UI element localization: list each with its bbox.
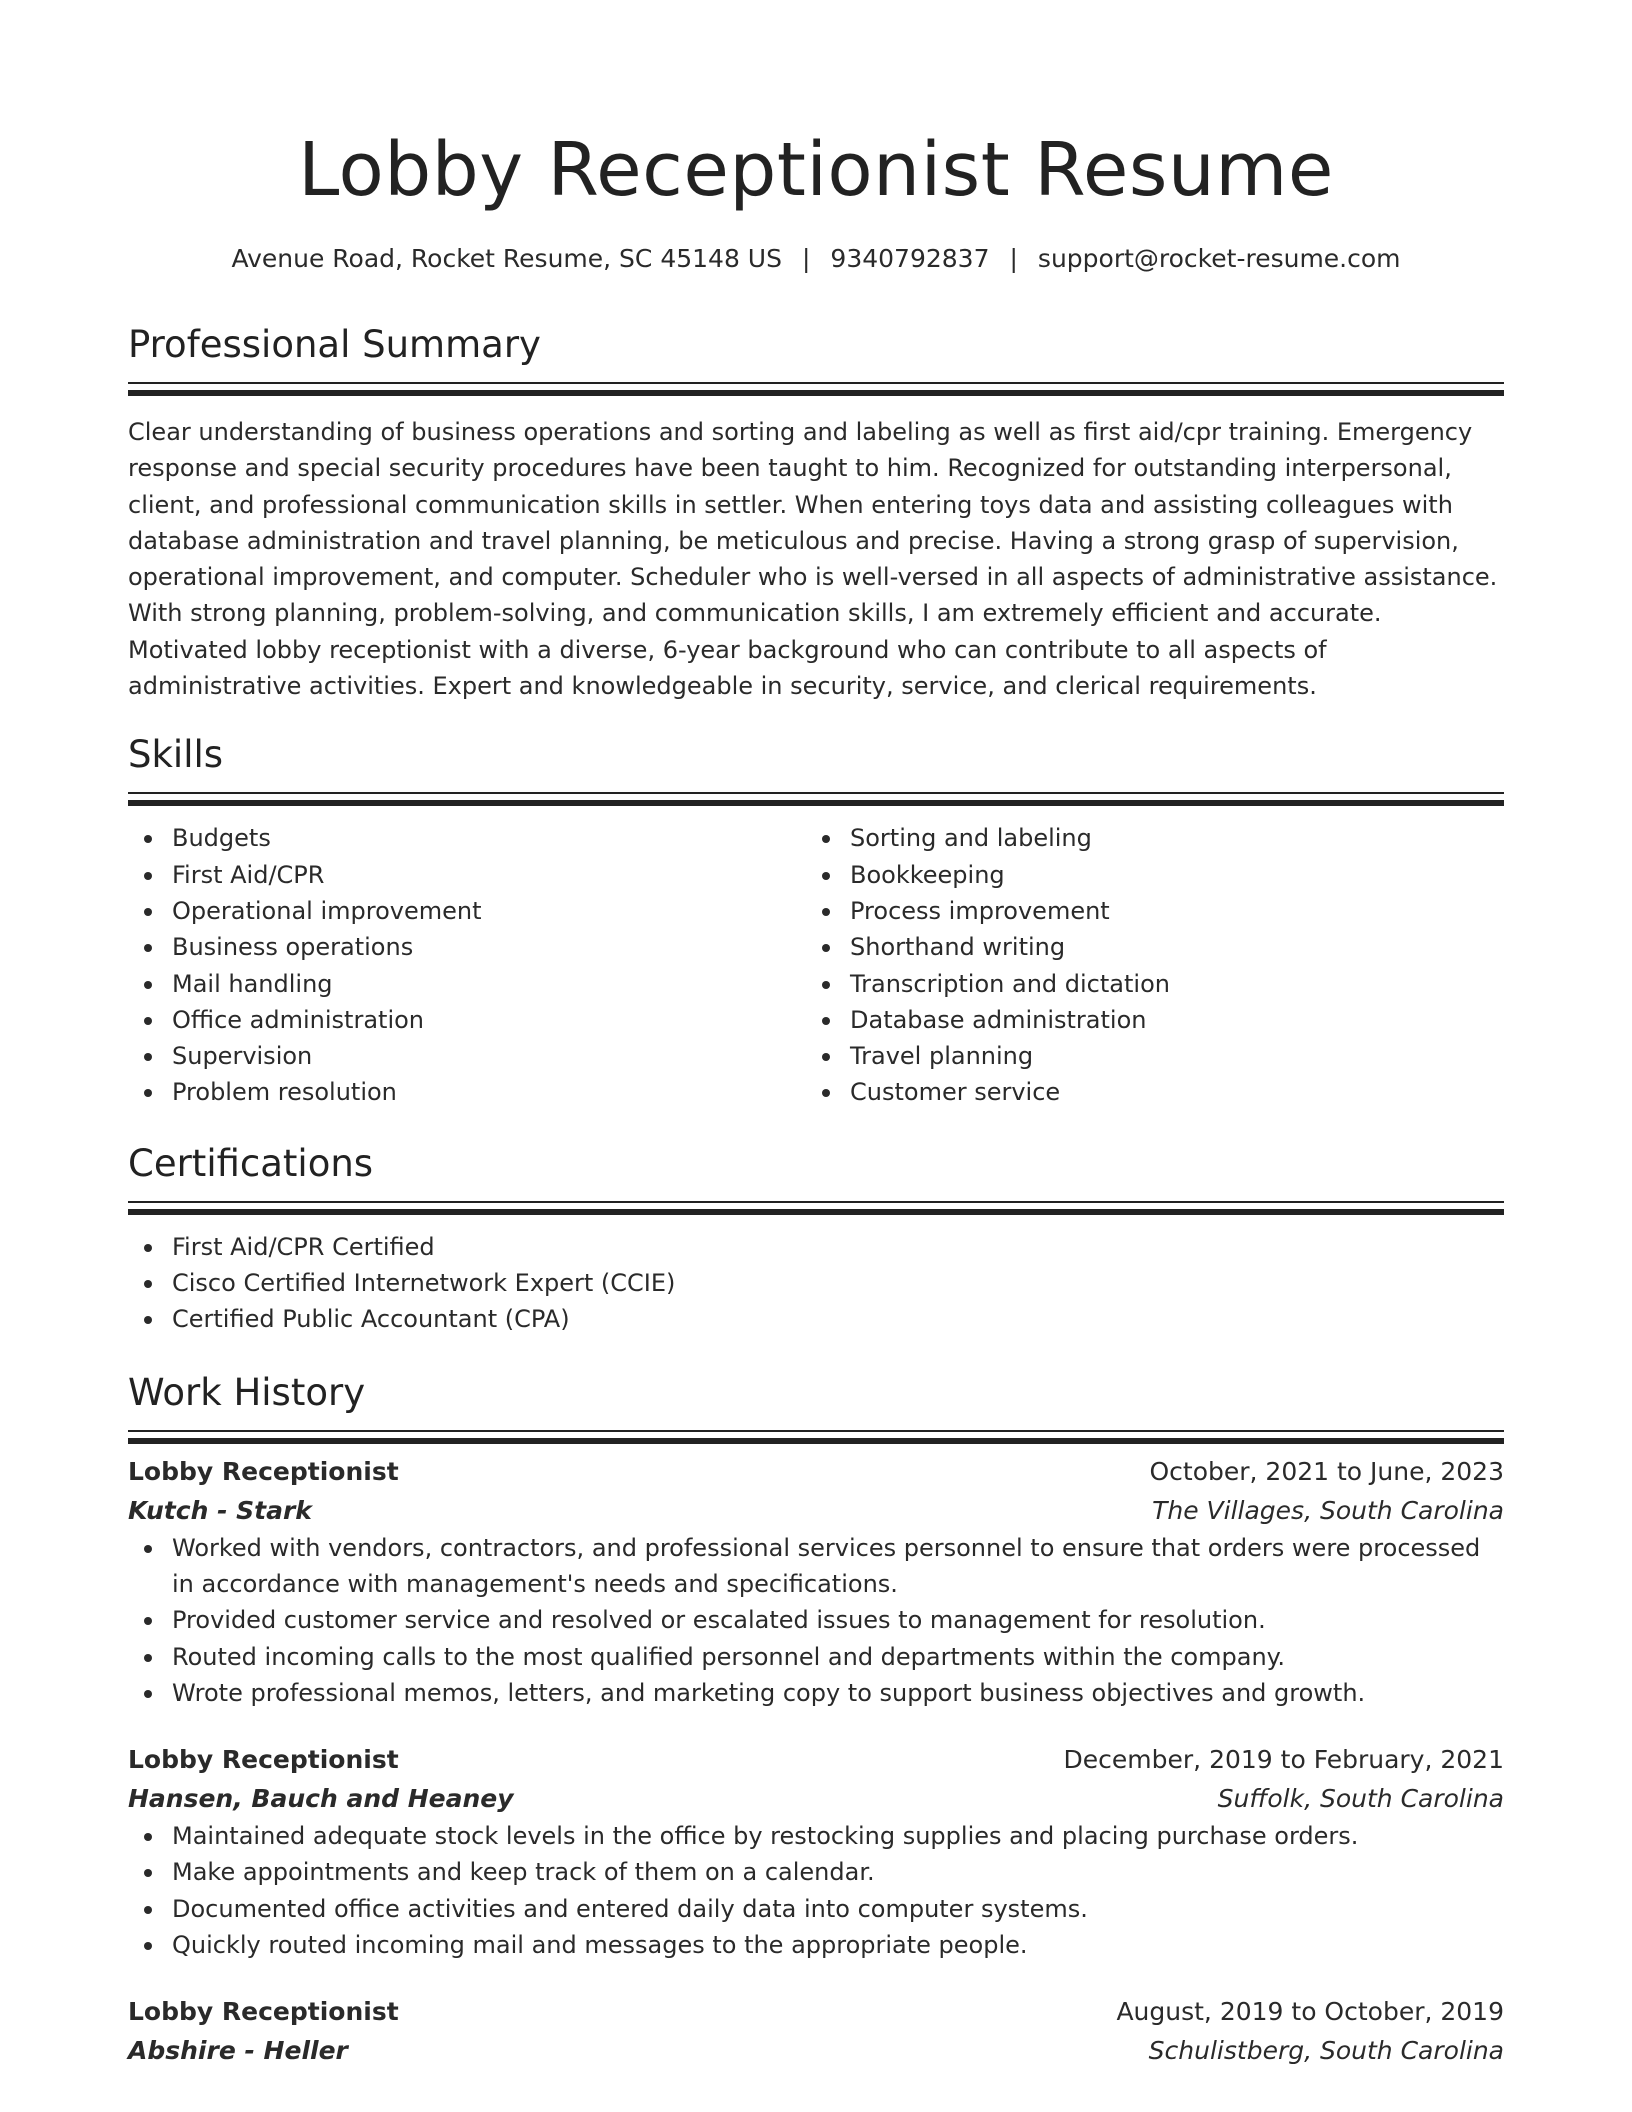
skills-section [128,730,1504,1110]
job-dates: October, 2021 to June, 2023 [1149,1456,1504,1486]
certification-item: Cisco Certified Internetwork Expert (CCIE) [128,1265,1504,1301]
job-location: Schulistberg, South Carolina [1148,2036,1504,2066]
job-dates: December, 2019 to February, 2021 [1063,1745,1504,1775]
skill-item: Business operations [128,929,806,965]
job-subheader [128,2031,1504,2070]
job-company: Kutch - Stark [128,1495,312,1525]
section-divider [128,382,1504,384]
job-bullet: Maintained adequate stock levels in the office by restocking supplies and placing purchase orders. [128,1818,1504,1854]
job-company: Hansen, Bauch and Heaney [128,1784,514,1814]
job-location: Suffolk, South Carolina [1217,1784,1504,1814]
certifications-list [128,1229,1504,1338]
skill-item: Bookkeeping [806,857,1484,893]
section-heading-work-history: Work History [128,1370,366,1414]
contact-email: support@rocket-resume.com [1037,244,1401,273]
skill-item: Budgets [128,820,806,856]
skill-item: Process improvement [806,893,1484,929]
skill-item: Mail handling [128,966,806,1002]
skill-item: Problem resolution [128,1074,806,1110]
contact-phone: 9340792837 [830,244,990,273]
section-divider [128,792,1504,794]
contact-address: Avenue Road, Rocket Resume, SC 45148 US [231,244,782,273]
summary-text: Clear understanding of business operations and sorting and labeling as well as first aid/cpr training. Emergency response and special security procedures have been taught to him. Recognized for outstanding interpersonal, client, and professional communication skills in settler. When entering toys data and assisting colleagues with database administration and travel planning, be meticulous and precise. Having a strong grasp of supervision, operational improvement, and computer. Scheduler who is well-versed in all aspects of administrative assistance. With strong planning, problem-solving, and communication skills, I am extremely efficient and accurate. Motivated lobby receptionist with a diverse, 6-year background who can contribute to all aspects of administrative activities. Expert and knowledgeable in security, service, and clerical requirements. [128,418,1498,701]
job-company: Abshire - Heller [128,2036,348,2066]
job-bullet: Worked with vendors, contractors, and professional services personnel to ensure that orders were processed in accordance with management's needs and specifications. [128,1530,1504,1603]
contact-line [128,242,1504,276]
skill-item: Shorthand writing [806,929,1484,965]
resume-page [128,0,1504,2070]
skill-item: Database administration [806,1002,1484,1038]
job-title: Lobby Receptionist [128,1456,399,1486]
section-heading-certifications: Certifications [128,1141,374,1185]
certification-item: First Aid/CPR Certified [128,1229,1504,1265]
skills-columns [128,820,1504,1110]
job-header [128,1992,1504,2031]
job-entry [128,1452,1504,1711]
job-header [128,1452,1504,1491]
section-heading-summary: Professional Summary [128,323,541,366]
job-header [128,1740,1504,1779]
section-divider [128,1430,1504,1432]
skills-list-right [806,820,1484,1110]
skill-item: Office administration [128,1002,806,1038]
job-title: Lobby Receptionist [128,1745,399,1775]
job-bullet: Routed incoming calls to the most qualified personnel and departments within the company. [128,1639,1504,1675]
work-history-section [128,1368,1504,2071]
job-title: Lobby Receptionist [128,1997,399,2027]
job-bullet: Provided customer service and resolved or escalated issues to management for resolution. [128,1602,1504,1638]
certification-item: Certified Public Accountant (CPA) [128,1301,1504,1337]
skill-item: Travel planning [806,1038,1484,1074]
job-dates: August, 2019 to October, 2019 [1116,1997,1504,2027]
job-entry [128,1740,1504,1963]
job-subheader [128,1491,1504,1530]
summary-section [128,320,1504,704]
job-bullet: Wrote professional memos, letters, and marketing copy to support business objectives and growth. [128,1675,1504,1711]
job-subheader [128,1779,1504,1818]
job-location: The Villages, South Carolina [1152,1495,1504,1525]
resume-title: Lobby Receptionist Resume [298,127,1334,213]
job-bullets [128,1818,1504,1963]
contact-separator: | [801,244,811,273]
skill-item: Sorting and labeling [806,820,1484,856]
job-bullet: Quickly routed incoming mail and messages to the appropriate people. [128,1927,1504,1963]
section-heading-skills: Skills [128,733,224,777]
certifications-section [128,1139,1504,1338]
job-bullet: Documented office activities and entered daily data into computer systems. [128,1891,1504,1927]
contact-separator: | [1009,244,1018,273]
skill-item: Transcription and dictation [806,966,1484,1002]
section-divider [128,1201,1504,1203]
skill-item: First Aid/CPR [128,857,806,893]
skill-item: Operational improvement [128,893,806,929]
job-bullets [128,1530,1504,1711]
skills-list-left [128,820,806,1110]
skill-item: Supervision [128,1038,806,1074]
job-entry [128,1992,1504,2070]
job-bullet: Make appointments and keep track of them on a calendar. [128,1854,1504,1890]
skill-item: Customer service [806,1074,1484,1110]
